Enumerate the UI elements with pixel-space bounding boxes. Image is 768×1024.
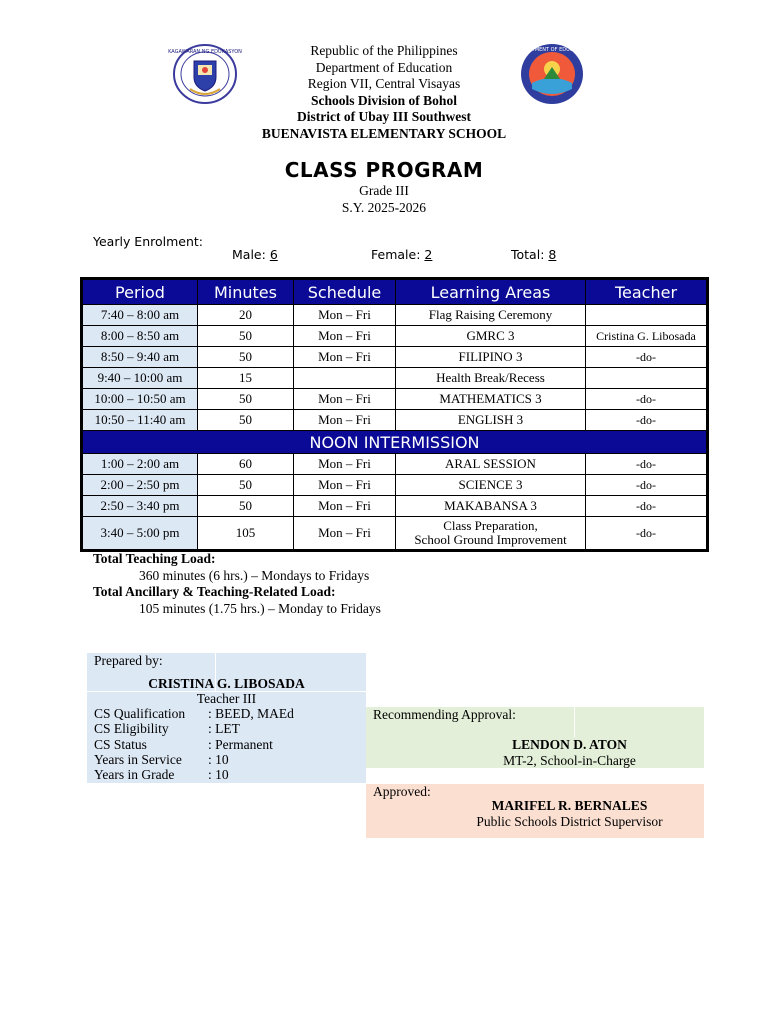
class-program-table (80, 277, 709, 552)
preparer-position: Teacher III (196, 691, 257, 706)
learning-area-cell: MATHEMATICS 3 (396, 389, 586, 410)
detail-label: CS Status (94, 737, 147, 752)
ancillary-load-value: 105 minutes (1.75 hrs.) – Monday to Fridays (139, 601, 381, 616)
table-row (83, 410, 707, 431)
minutes-cell: 50 (198, 410, 294, 431)
table-row (83, 496, 707, 517)
letterhead (200, 43, 568, 143)
enrolment-male (232, 247, 278, 262)
approved-label: Approved: (373, 784, 431, 799)
header-department: Department of Education (315, 59, 453, 75)
learning-area-cell: SCIENCE 3 (396, 475, 586, 496)
cell-divider (574, 707, 575, 737)
learning-area-cell (396, 517, 586, 550)
preparer-name: CRISTINA G. LIBOSADA (148, 676, 305, 691)
ancillary-load-label: Total Ancillary & Teaching-Related Load: (93, 584, 336, 599)
learning-area-cell: MAKABANSA 3 (396, 496, 586, 517)
period-cell: 10:50 – 11:40 am (83, 410, 198, 431)
enrolment-total (511, 247, 556, 262)
header-district: District of Ubay III Southwest (296, 109, 471, 125)
teaching-load-label: Total Teaching Load: (93, 551, 216, 566)
recommender-name: LENDON D. ATON (512, 737, 627, 752)
period-cell: 3:40 – 5:00 pm (83, 517, 198, 550)
teacher-cell (586, 368, 707, 389)
schedule-cell (294, 368, 396, 389)
learning-area-cell: FILIPINO 3 (396, 347, 586, 368)
header-division: Schools Division of Bohol (311, 92, 457, 108)
detail-label: Years in Service (94, 752, 182, 767)
header-republic: Republic of the Philippines (310, 43, 458, 58)
period-cell: 10:00 – 10:50 am (83, 389, 198, 410)
schedule-cell: Mon – Fri (294, 326, 396, 347)
prepared-by-block (87, 653, 366, 783)
minutes-cell: 15 (198, 368, 294, 389)
header-region: Region VII, Central Visayas (307, 76, 461, 92)
period-cell: 2:00 – 2:50 pm (83, 475, 198, 496)
minutes-cell: 50 (198, 347, 294, 368)
schedule-cell: Mon – Fri (294, 305, 396, 326)
period-cell: 8:50 – 9:40 am (83, 347, 198, 368)
detail-value: : BEED, MAEd (208, 706, 294, 721)
detail-value: : LET (208, 721, 240, 736)
recommending-approval-block (366, 707, 704, 768)
minutes-cell: 60 (198, 454, 294, 475)
approver-name: MARIFEL R. BERNALES (491, 798, 648, 813)
approved-block (366, 784, 704, 838)
female-count: 2 (424, 247, 433, 262)
minutes-cell: 20 (198, 305, 294, 326)
male-count: 6 (269, 247, 278, 262)
header-school: BUENAVISTA ELEMENTARY SCHOOL (261, 125, 507, 141)
schedule-cell: Mon – Fri (294, 517, 396, 550)
teacher-cell: -do- (586, 454, 707, 475)
learning-area-cell: Flag Raising Ceremony (396, 305, 586, 326)
detail-value: : Permanent (208, 737, 273, 752)
teacher-cell (586, 305, 707, 326)
grade-level: Grade III (359, 183, 409, 198)
noon-intermission-row (83, 431, 707, 454)
period-cell: 9:40 – 10:00 am (83, 368, 198, 389)
svg-text:DEPARTMENT OF EDUCATION: DEPARTMENT OF EDUCATION (515, 47, 589, 53)
schedule-cell: Mon – Fri (294, 347, 396, 368)
column-header-period: Period (83, 280, 198, 305)
prepared-by-label: Prepared by: (94, 653, 163, 668)
schedule-cell: Mon – Fri (294, 496, 396, 517)
table-row (83, 368, 707, 389)
minutes-cell: 105 (198, 517, 294, 550)
learning-area-cell: ARAL SESSION (396, 454, 586, 475)
minutes-cell: 50 (198, 475, 294, 496)
table-row (83, 389, 707, 410)
table-header-row (83, 280, 707, 305)
table-row (83, 305, 707, 326)
teacher-cell: -do- (586, 347, 707, 368)
teacher-cell: -do- (586, 517, 707, 550)
learning-area-line-2: School Ground Improvement (414, 532, 567, 547)
schedule-cell: Mon – Fri (294, 454, 396, 475)
period-cell: 7:40 – 8:00 am (83, 305, 198, 326)
teaching-load-value: 360 minutes (6 hrs.) – Mondays to Fridays (139, 568, 370, 583)
enrolment-label: Yearly Enrolment: (93, 234, 204, 249)
column-header-teacher: Teacher (586, 280, 707, 305)
table-row (83, 326, 707, 347)
enrolment-female (371, 247, 432, 262)
detail-label: CS Qualification (94, 706, 186, 721)
approver-position: Public Schools District Supervisor (476, 814, 663, 829)
minutes-cell: 50 (198, 389, 294, 410)
table-row (83, 517, 707, 550)
detail-value: : 10 (208, 752, 229, 767)
table-row (83, 347, 707, 368)
schedule-cell: Mon – Fri (294, 410, 396, 431)
teacher-cell: -do- (586, 410, 707, 431)
svg-text:KAGAWARAN NG EDUKASYON: KAGAWARAN NG EDUKASYON (168, 49, 242, 55)
total-label: Total: (511, 247, 545, 262)
learning-area-cell: GMRC 3 (396, 326, 586, 347)
noon-intermission-label: NOON INTERMISSION (83, 431, 707, 454)
table-row (83, 475, 707, 496)
schedule-cell: Mon – Fri (294, 389, 396, 410)
detail-value: : 10 (208, 767, 229, 782)
recommender-position: MT-2, School-in-Charge (503, 753, 636, 768)
learning-area-cell: ENGLISH 3 (396, 410, 586, 431)
total-count: 8 (548, 247, 557, 262)
column-header-minutes: Minutes (198, 280, 294, 305)
teacher-cell: -do- (586, 496, 707, 517)
schedule-cell: Mon – Fri (294, 475, 396, 496)
period-cell: 1:00 – 2:00 am (83, 454, 198, 475)
recommending-approval-label: Recommending Approval: (373, 707, 516, 722)
teacher-cell: -do- (586, 389, 707, 410)
column-header-schedule: Schedule (294, 280, 396, 305)
female-label: Female: (371, 247, 421, 262)
learning-area-cell: Health Break/Recess (396, 368, 586, 389)
teacher-cell: -do- (586, 475, 707, 496)
detail-label: Years in Grade (94, 767, 175, 782)
period-cell: 2:50 – 3:40 pm (83, 496, 198, 517)
minutes-cell: 50 (198, 326, 294, 347)
male-label: Male: (232, 247, 266, 262)
table-row (83, 454, 707, 475)
school-year: S.Y. 2025-2026 (341, 200, 427, 215)
detail-label: CS Eligibility (94, 721, 169, 736)
learning-area-line-1: Class Preparation, (443, 518, 538, 533)
teacher-cell: Cristina G. Libosada (586, 326, 707, 347)
column-header-learning-areas: Learning Areas (396, 280, 586, 305)
minutes-cell: 50 (198, 496, 294, 517)
period-cell: 8:00 – 8:50 am (83, 326, 198, 347)
page-title: CLASS PROGRAM (284, 158, 484, 182)
